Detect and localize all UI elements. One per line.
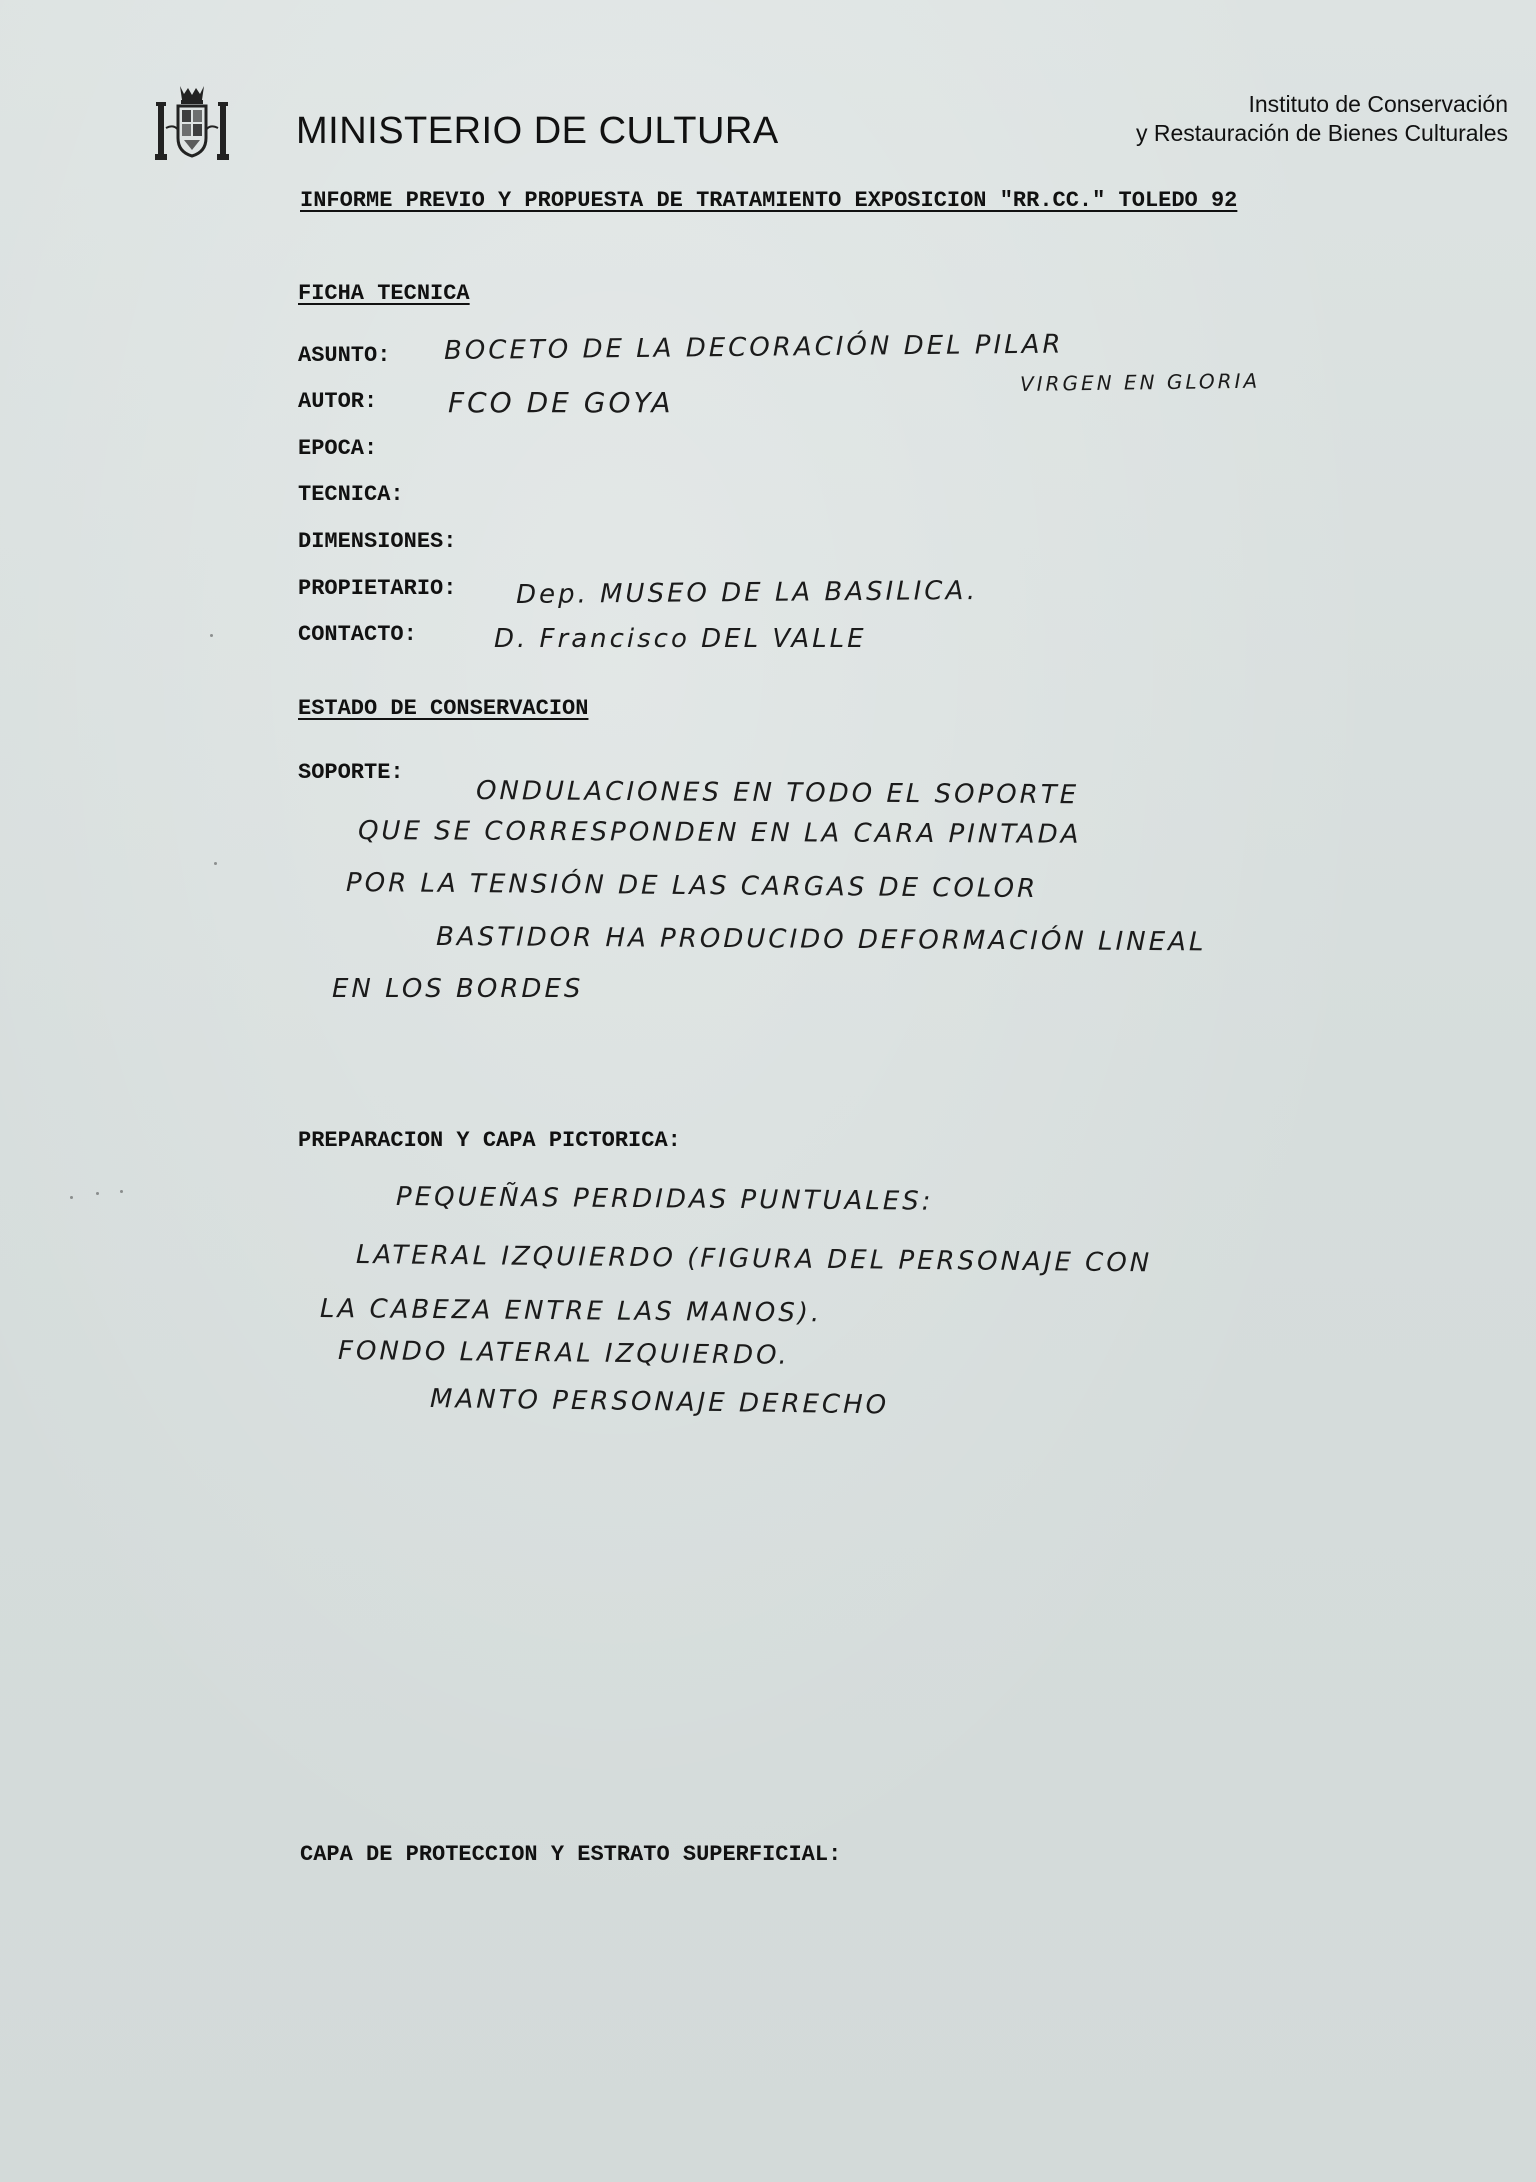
dimensiones-label: DIMENSIONES: xyxy=(298,529,457,554)
soporte-line-1: ONDULACIONES EN TODO EL SOPORTE xyxy=(475,776,1080,811)
epoca-label: EPOCA: xyxy=(298,436,378,461)
contacto-label: CONTACTO: xyxy=(298,622,417,647)
ministry-name: MINISTERIO DE CULTURA xyxy=(296,110,779,152)
soporte-line-4: BASTIDOR HA PRODUCIDO DEFORMACIÓN LINEAL xyxy=(435,922,1207,958)
institute-name xyxy=(1136,90,1508,148)
ficha-tecnica-heading: FICHA TECNICA xyxy=(298,281,470,306)
asunto-label: ASUNTO: xyxy=(298,343,391,368)
propietario-value: Dep. MUSEO DE LA BASILICA. xyxy=(515,575,979,610)
preparacion-line-4: FONDO LATERAL IZQUIERDO. xyxy=(337,1336,790,1371)
spanish-coat-of-arms-icon xyxy=(152,82,232,168)
tecnica-label: TECNICA: xyxy=(298,482,404,507)
paper-speck xyxy=(120,1190,123,1193)
institute-line-2: y Restauración de Bienes Culturales xyxy=(1135,120,1508,146)
soporte-line-3: POR LA TENSIÓN DE LAS CARGAS DE COLOR xyxy=(345,868,1039,905)
soporte-line-2: QUE SE CORRESPONDEN EN LA CARA PINTADA xyxy=(357,816,1082,850)
preparacion-line-1: PEQUEÑAS PERDIDAS PUNTUALES: xyxy=(395,1182,934,1217)
preparacion-label: PREPARACION Y CAPA PICTORICA: xyxy=(298,1128,681,1153)
preparacion-line-5: MANTO PERSONAJE DERECHO xyxy=(429,1384,890,1421)
paper-speck xyxy=(70,1196,73,1199)
report-title: INFORME PREVIO Y PROPUESTA DE TRATAMIENTO EXPOSICION "RR.CC." TOLEDO 92 xyxy=(300,188,1238,213)
paper-speck xyxy=(210,634,213,637)
soporte-label: SOPORTE: xyxy=(298,760,404,785)
preparacion-line-2: LATERAL IZQUIERDO (FIGURA DEL PERSONAJE CON xyxy=(355,1240,1153,1279)
contacto-value: D. Francisco DEL VALLE xyxy=(494,624,867,654)
institute-line-1: Instituto de Conservación xyxy=(1248,91,1508,117)
capa-proteccion-label: CAPA DE PROTECCION Y ESTRATO SUPERFICIAL: xyxy=(300,1842,842,1867)
paper-speck xyxy=(96,1192,99,1195)
soporte-line-5: EN LOS BORDES xyxy=(332,974,584,1004)
paper-speck xyxy=(214,862,217,865)
asunto-value: BOCETO DE LA DECORACIÓN DEL PILAR xyxy=(443,329,1064,366)
autor-value: FCO DE GOYA xyxy=(448,386,674,419)
autor-label: AUTOR: xyxy=(298,389,378,414)
asunto-value-line2: VIRGEN EN GLORIA xyxy=(1019,368,1261,396)
propietario-label: PROPIETARIO: xyxy=(298,576,457,601)
estado-conservacion-heading: ESTADO DE CONSERVACION xyxy=(298,696,589,721)
preparacion-line-3: LA CABEZA ENTRE LAS MANOS). xyxy=(319,1294,823,1329)
